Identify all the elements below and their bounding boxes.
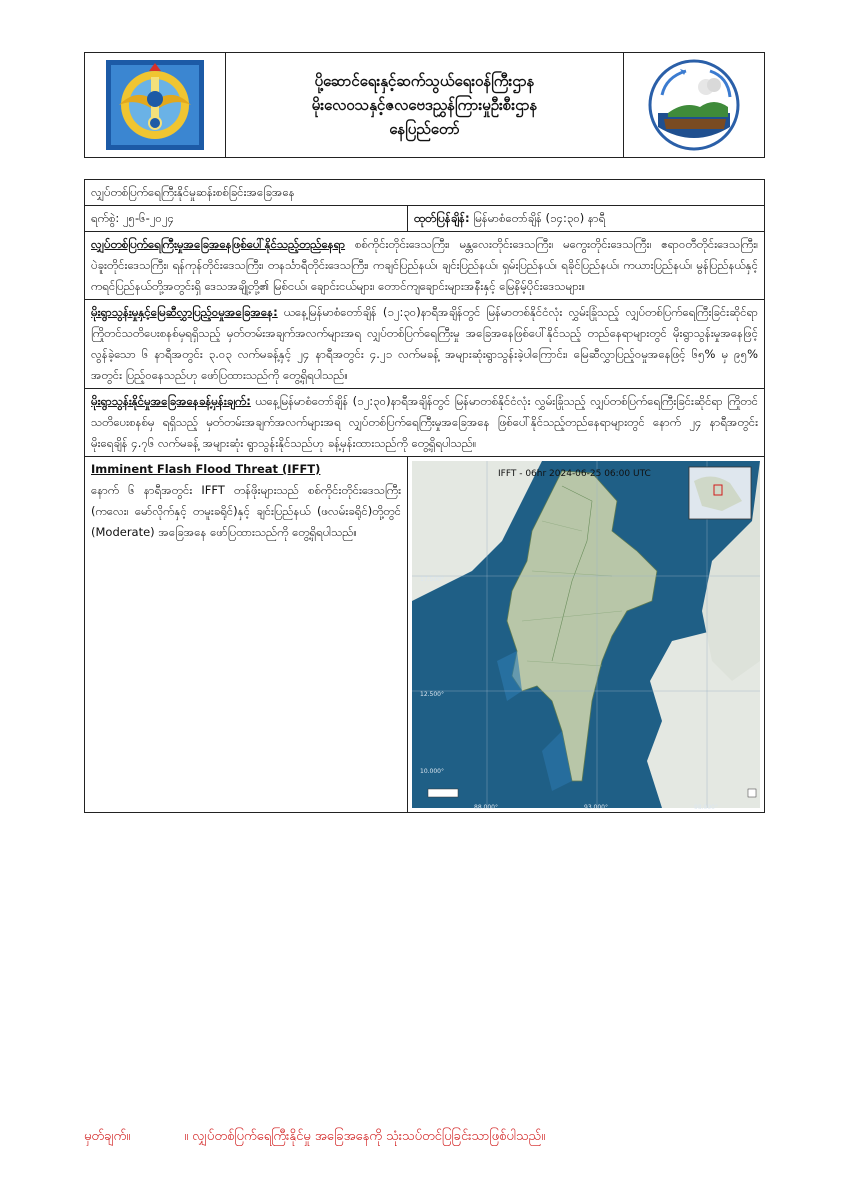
issue-time-label: ထုတ်ပြန်ချိန်:: [414, 211, 470, 225]
hydrology-logo-cell: [624, 53, 764, 157]
affected-areas-text: စစ်ကိုင်းတိုင်းဒေသကြီး၊ မန္တလေးတိုင်းဒေသကြီး၊ မကွေးတိုင်းဒေသကြီး၊ ဧရာဝတီတိုင်းဒေသကြီး၊ ပဲခူးတိုင်းဒေသကြီး၊ ရန်ကုန်တိုင်းဒေသကြီး၊ တနင်္သာရီတိုင်းဒေသကြီး၊ ကချင်ပြည်နယ်၊ ချင်းပြည်နယ်၊ ရှမ်းပြည်နယ်၊ ရခိုင်ပြည်နယ်၊ ကယားပြည်နယ်၊ မွန်ပြည်နယ်နှင့် ကရင်ပြည်နယ်တို့အတွင်းရှိ ဒေသအချို့တို့၏ မြစ်ငယ်၊ ချောင်းငယ်များ၊ တောင်ကျချောင်းများအနီးနှင့် မြေနိမ့်ပိုင်းဒေသများ။: [91, 237, 759, 293]
rainfall-forecast-label: မိုးရွာသွန်းနိုင်မှုအခြေအနေခန့်မှန်းချက်:: [91, 394, 251, 408]
rainfall-soil-section: [85, 300, 765, 389]
rainfall-forecast-text: ယနေ့မြန်မာစံတော်ချိန် (၁၂:၃၀)နာရီအချိန်တွင် မြန်မာတစ်နိုင်ငံလုံး လွှမ်းခြုံသည့် လျှပ်တစ်ပြက်ရေကြီးခြင်းဆိုင်ရာ ကြိုတင်သတိပေးစနစ်မှ ရရှိသည့် မှတ်တမ်းအချက်အလက်များအရ လျှပ်တစ်ပြက်ရေကြီးမှုအခြေအနေ ဖြစ်ပေါ်နိုင်သည့်တည်နေရာများတွင် နောက် ၂၄ နာရီအတွင်း မိုးရေချိန် ၄.၇၆ လက်မခန့် အများဆုံး ရွာသွန်းနိုင်သည်ဟု ခန့်မှန်းထားသည်ကို တွေ့ရှိရပါသည်။: [91, 394, 758, 450]
ifft-section: [85, 457, 408, 813]
date-cell: [85, 206, 408, 232]
ifft-label: Imminent Flash Flood Threat (IFFT): [91, 462, 321, 476]
scale-bar-icon: [428, 789, 458, 797]
department-name: မိုးလေဝသနှင့်ဇလဗေဒညွှန်ကြားမှုဦးစီးဌာန: [311, 96, 538, 114]
date-label: ရက်စွဲ:: [91, 211, 120, 225]
report-table: [84, 179, 765, 813]
date-value: ၂၅-၆-၂၀၂၄: [122, 211, 174, 225]
ifft-map-image: [412, 461, 760, 808]
lon-label: 93.000°: [584, 804, 608, 811]
lat-label: 17.500°: [420, 576, 444, 583]
ifft-map: [412, 461, 760, 811]
lat-label: 10.000°: [420, 768, 444, 775]
map-control-icon: [748, 789, 756, 797]
report-title: လျှပ်တစ်ပြက်ရေကြီးနိုင်မှုဆန်းစစ်ခြင်းအခြေအနေ: [85, 180, 765, 206]
rainfall-forecast-section: [85, 389, 765, 457]
letterhead-title: [226, 53, 624, 157]
ifft-text: နောက် ၆ နာရီအတွင်း IFFT တန်ဖိုးများသည် စစ်ကိုင်းတိုင်းဒေသကြီး (ကလေး၊ မော်လိုက်နှင့် တမူးခရိုင်)နှင့် ချင်းပြည်နယ် (ဖလမ်းခရိုင်)တို့တွင် (Moderate) အခြေအနေ ဖော်ပြထားသည်ကို တွေ့ရှိရပါသည်။: [91, 483, 401, 539]
rainfall-soil-text: ယနေ့မြန်မာစံတော်ချိန် (၁၂:၃၀)နာရီအချိန်တွင် မြန်မာတစ်နိုင်ငံလုံး လွှမ်းခြုံသည့် လျှပ်တစ်ပြက်ရေကြီးခြင်းဆိုင်ရာ ကြိုတင်သတိပေးစနစ်မှရရှိသည့် မှတ်တမ်းအချက်အလက်များအရ လျှပ်တစ်ပြက်ရေကြီးမှု အခြေအနေဖြစ်ပေါ်နိုင်သည့် တည်နေရာများတွင် မိုးရွာသွန်းမှုအနေဖြင့် လွန်ခဲ့သော ၆ နာရီအတွင်း ၃.၀၃ လက်မခန့်နှင့် ၂၄ နာရီအတွင်း ၄.၂၁ လက်မခန့် အများဆုံးရွာသွန်းခဲ့ပါကြောင်း၊ မြေဆီလွှာပြည့်ဝမှုအနေဖြင့် ၆၅% မှ ၉၅% အတွင်း ပြည့်ဝနေသည်ဟု ဖော်ပြထားသည်ကို တွေ့ရှိရပါသည်။: [91, 305, 758, 382]
department-logo-cell: [85, 53, 226, 157]
water-cycle-logo-icon: [646, 57, 742, 153]
location-name: နေပြည်တော်: [389, 120, 460, 138]
footer-note-text: ။ လျှပ်တစ်ပြက်ရေကြီးနိုင်မှု အခြေအနေကို သုံးသပ်တင်ပြခြင်းသာဖြစ်ပါသည်။: [184, 1129, 546, 1144]
ministry-name: ပို့ဆောင်ရေးနှင့်ဆက်သွယ်ရေးဝန်ကြီးဌာန: [314, 72, 535, 90]
affected-areas-section: [85, 232, 765, 300]
footer-note: [84, 1128, 545, 1147]
department-logo-icon: [105, 59, 205, 151]
lat-label: 12.500°: [420, 691, 444, 698]
lon-label: 88.000°: [474, 804, 498, 811]
affected-areas-label: လျှပ်တစ်ပြက်ရေကြီးမှုအခြေအနေဖြစ်ပေါ်နိုင်သည့်တည်နေရာ: [91, 237, 346, 251]
lon-label: 98.000°: [694, 804, 718, 811]
issue-time-value: မြန်မာစံတော်ချိန် (၁၄:၃၀) နာရီ: [473, 211, 606, 225]
letterhead: [84, 52, 765, 158]
issue-time-cell: [408, 206, 765, 232]
ifft-map-cell: [408, 457, 765, 813]
rainfall-soil-label: မိုးရွာသွန်းမှုနှင့်မြေဆီလွှာပြည့်ဝမှုအခြေအနေ:: [91, 305, 278, 319]
footer-note-label: မှတ်ချက်။: [84, 1129, 131, 1144]
map-title: IFFT - 06hr 2024-06-25 06:00 UTC: [498, 469, 651, 479]
